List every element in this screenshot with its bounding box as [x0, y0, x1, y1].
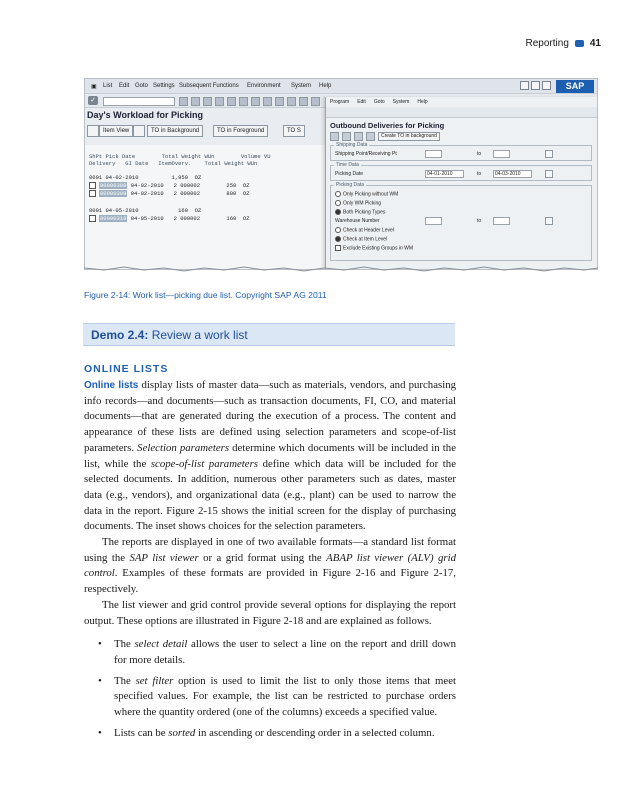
bullet-list [84, 637, 456, 741]
inset-toolbar [326, 107, 598, 118]
sap-menubar [85, 79, 597, 94]
to-label: to [477, 171, 482, 177]
refresh-icon[interactable] [87, 125, 99, 137]
radio-button-selected[interactable] [335, 236, 341, 242]
option-label: Check at Item Level [343, 236, 388, 243]
inset-menubar [330, 99, 428, 105]
text-run: . Examples of these formats are provided in Figure 2-16 and Figure 2-17, respectively. [84, 567, 456, 596]
option-label: Only WM Picking [343, 200, 382, 207]
to-label: to [477, 151, 482, 157]
option-only-wm-picking[interactable] [335, 200, 381, 206]
prev-page-icon[interactable] [275, 97, 284, 106]
to-systemguided-button[interactable]: TO S [283, 125, 305, 137]
inset-menu-program[interactable]: Program [330, 99, 350, 105]
menu-item-goto[interactable]: Goto [135, 83, 149, 89]
radio-button-selected[interactable] [335, 209, 341, 215]
find-next-icon[interactable] [251, 97, 260, 106]
inset-menu-system[interactable]: System [392, 99, 410, 105]
section-heading: ONLINE LISTS [84, 363, 169, 375]
paragraph [84, 378, 456, 535]
option-only-picking-without-wm[interactable] [335, 191, 398, 197]
warehouse-number-field[interactable] [425, 217, 442, 225]
multiple-selection-icon[interactable] [545, 150, 553, 158]
menu-item-settings[interactable]: Settings [153, 83, 175, 89]
to-foreground-button[interactable]: TO in Foreground [213, 125, 268, 137]
menu-item-help[interactable]: Help [319, 83, 332, 89]
running-header [526, 38, 601, 49]
toolbar-icons [179, 97, 320, 106]
menu-item-subsequent-functions[interactable]: Subsequent Functions [179, 83, 239, 89]
first-page-icon[interactable] [263, 97, 272, 106]
shipping-point-field[interactable] [425, 150, 442, 158]
delivery-number[interactable]: 80000318 [100, 215, 127, 222]
picking-data-group [330, 182, 592, 261]
row-select-checkbox[interactable] [89, 182, 96, 189]
option-check-item-level[interactable] [335, 236, 387, 242]
text-run: The reports are displayed in one of two available formats—a standard list format using the [84, 536, 456, 564]
inset-app-toolbar [330, 132, 440, 141]
list-item-row[interactable] [89, 215, 250, 222]
row-text: 04-02-2010 2 000002 250 OZ [127, 182, 250, 189]
menu-item-environment[interactable]: Environment [247, 83, 281, 89]
new-session-icon[interactable] [311, 97, 320, 106]
text-run: define which data will be included for the selected documents. In addition, numerous other parameters such as dates, master data (e.g., vendors), and organizational data (e.g., plant) can be used to narrow the data in the report. Figure 2-15 shows the initial screen for the display of purchasing documents. The inset shows choices for the selection parameters. [84, 457, 456, 533]
sap-toolbar [85, 95, 325, 108]
page-number: 41 [589, 38, 601, 49]
cancel-icon[interactable] [215, 97, 224, 106]
torn-edge [84, 266, 598, 272]
list-item: • The set filter option is used to limit the list to only those items that meet specified values. For example, the list can be restricted to purchase orders where the quantity ordered (one of the columns) exceeds a specified value. [84, 674, 456, 721]
italic-term: select detail [134, 638, 188, 651]
text-run: determine which documents will be included in the list, while the [84, 441, 456, 470]
variant-icon[interactable] [342, 132, 351, 141]
italic-term: SAP list viewer [129, 551, 199, 564]
italic-term: set filter [135, 674, 174, 687]
item-view-button[interactable]: Item View [99, 125, 133, 137]
group-row-text: 0001 04-02-2010 1,950 OZ [89, 174, 202, 181]
info-icon[interactable] [354, 132, 363, 141]
back-icon[interactable] [191, 97, 200, 106]
italic-term: scope-of-list parameters [150, 457, 258, 470]
edit-icon[interactable] [133, 125, 145, 137]
list-group-row[interactable] [89, 207, 201, 214]
menu-item-edit[interactable]: Edit [119, 83, 130, 89]
section-marker-icon [575, 40, 584, 47]
list-item: • The select detail allows the user to select a line on the report and drill down for more details. [84, 637, 456, 668]
application-toolbar [85, 125, 325, 137]
list-header-1: ShPt Pick Date Total Weight WUn Volume VU [89, 153, 271, 160]
maximize-icon[interactable] [531, 81, 540, 90]
option-exclude-existing-groups[interactable] [335, 245, 413, 251]
key-term: Online lists [84, 380, 139, 391]
option-both-picking-types[interactable] [335, 209, 385, 215]
paragraph [84, 535, 456, 598]
inset-menu-help[interactable]: Help [417, 99, 428, 105]
body-text [84, 378, 456, 746]
radio-button[interactable] [335, 200, 341, 206]
inset-menu-goto[interactable]: Goto [373, 99, 385, 105]
group-row-text: 0001 04-05-2010 160 OZ [89, 207, 202, 214]
radio-button[interactable] [335, 227, 341, 233]
list-group-row[interactable] [89, 174, 201, 181]
find-icon[interactable] [239, 97, 248, 106]
multiple-selection-icon[interactable] [545, 217, 553, 225]
inset-selection-screen [325, 97, 598, 269]
row-text: 04-05-2010 2 000002 160 OZ [127, 215, 250, 222]
option-label: Exclude Existing Groups in WM [343, 245, 414, 252]
enter-check-icon[interactable]: ✓ [88, 96, 98, 105]
menu-icon[interactable]: ▣ [91, 84, 97, 90]
minimize-icon[interactable] [520, 81, 529, 90]
save-icon[interactable] [179, 97, 188, 106]
radio-button[interactable] [335, 191, 341, 197]
list-header-2: Delivery GI Date ItemOverv. Total Weight WUn [89, 160, 258, 167]
running-header-section: Reporting [525, 38, 569, 49]
window-controls [520, 81, 551, 90]
last-page-icon[interactable] [299, 97, 308, 106]
shipping-data-group [330, 142, 592, 161]
checkbox[interactable] [335, 245, 341, 251]
work-list [85, 145, 325, 269]
picking-date-to-field[interactable]: 04-03-2010 [493, 170, 532, 178]
warehouse-number-label: Warehouse Number [335, 218, 380, 224]
demo-title: Review a work list [151, 328, 248, 342]
italic-term: ABAP list viewer (ALV) grid control [84, 551, 456, 580]
exit-icon[interactable] [203, 97, 212, 106]
close-icon[interactable] [542, 81, 551, 90]
execute-icon[interactable] [330, 132, 339, 141]
list-item-row[interactable] [89, 190, 250, 197]
menu-item-system[interactable]: System [291, 83, 312, 89]
picking-date-from-field[interactable]: 04-01-2010 [425, 170, 464, 178]
picking-date-label: Picking Date [335, 171, 364, 177]
sap-logo: SAP [556, 80, 594, 93]
menu-item-list[interactable]: List [103, 83, 113, 89]
paragraph: The list viewer and grid control provide several options for displaying the report output. These options are illustrated in Figure 2-18 and are explained as follows. [84, 598, 456, 627]
next-page-icon[interactable] [287, 97, 296, 106]
italic-term: sorted [168, 726, 196, 739]
demo-box [83, 323, 455, 346]
warehouse-number-to-field[interactable] [493, 217, 510, 225]
create-to-background-button[interactable]: Create TO in background [378, 132, 440, 141]
delivery-number[interactable]: 80000399 [100, 190, 127, 197]
shipping-point-to-field[interactable] [493, 150, 510, 158]
italic-term: Selection parameters [137, 441, 230, 454]
figure-screenshot [84, 78, 598, 270]
shipping-point-label: Shipping Point/Receiving Pt [335, 151, 397, 157]
time-data-group [330, 162, 592, 181]
row-select-checkbox[interactable] [89, 215, 96, 222]
to-label: to [477, 218, 482, 224]
list-item-row[interactable] [89, 182, 250, 189]
text-run: display lists of master data—such as materials, vendors, and purchasing info records—and documents—such as transaction documents, FI, CO, and material documents—that are generated during the execution of a process. The content and appearance of these lists are defined using selection parameters and scope-of-list parameters. [84, 379, 456, 454]
group-title: Picking Data [336, 182, 365, 188]
option-label: Only Picking without WM [343, 191, 399, 198]
demo-label: Demo 2.4: [91, 328, 149, 342]
group-title: Shipping Data [336, 142, 368, 148]
inset-title: Outbound Deliveries for Picking [330, 121, 445, 130]
print-icon[interactable] [227, 97, 236, 106]
group-title: Time Data [336, 162, 359, 168]
screen-title: Day's Workload for Picking [87, 110, 204, 120]
text-run: or a grid format using the [198, 551, 327, 564]
row-select-checkbox[interactable] [89, 190, 96, 197]
delivery-number[interactable]: 80000398 [100, 182, 127, 189]
figure-caption: Figure 2-14: Work list—picking due list. Copyright SAP AG 2011 [84, 290, 327, 300]
inset-menu-edit[interactable]: Edit [357, 99, 366, 105]
option-label: Both Picking Types [343, 209, 386, 216]
row-text: 04-02-2010 2 000002 800 OZ [127, 190, 250, 197]
option-check-header-level[interactable] [335, 227, 394, 233]
options-icon[interactable] [366, 132, 375, 141]
to-background-button[interactable]: TO in Background [147, 125, 203, 137]
command-field[interactable] [103, 97, 175, 106]
list-item: • Lists can be sorted in ascending or descending order in a selected column. [84, 726, 456, 742]
multiple-selection-icon[interactable] [545, 170, 553, 178]
option-label: Check at Header Level [343, 227, 394, 234]
